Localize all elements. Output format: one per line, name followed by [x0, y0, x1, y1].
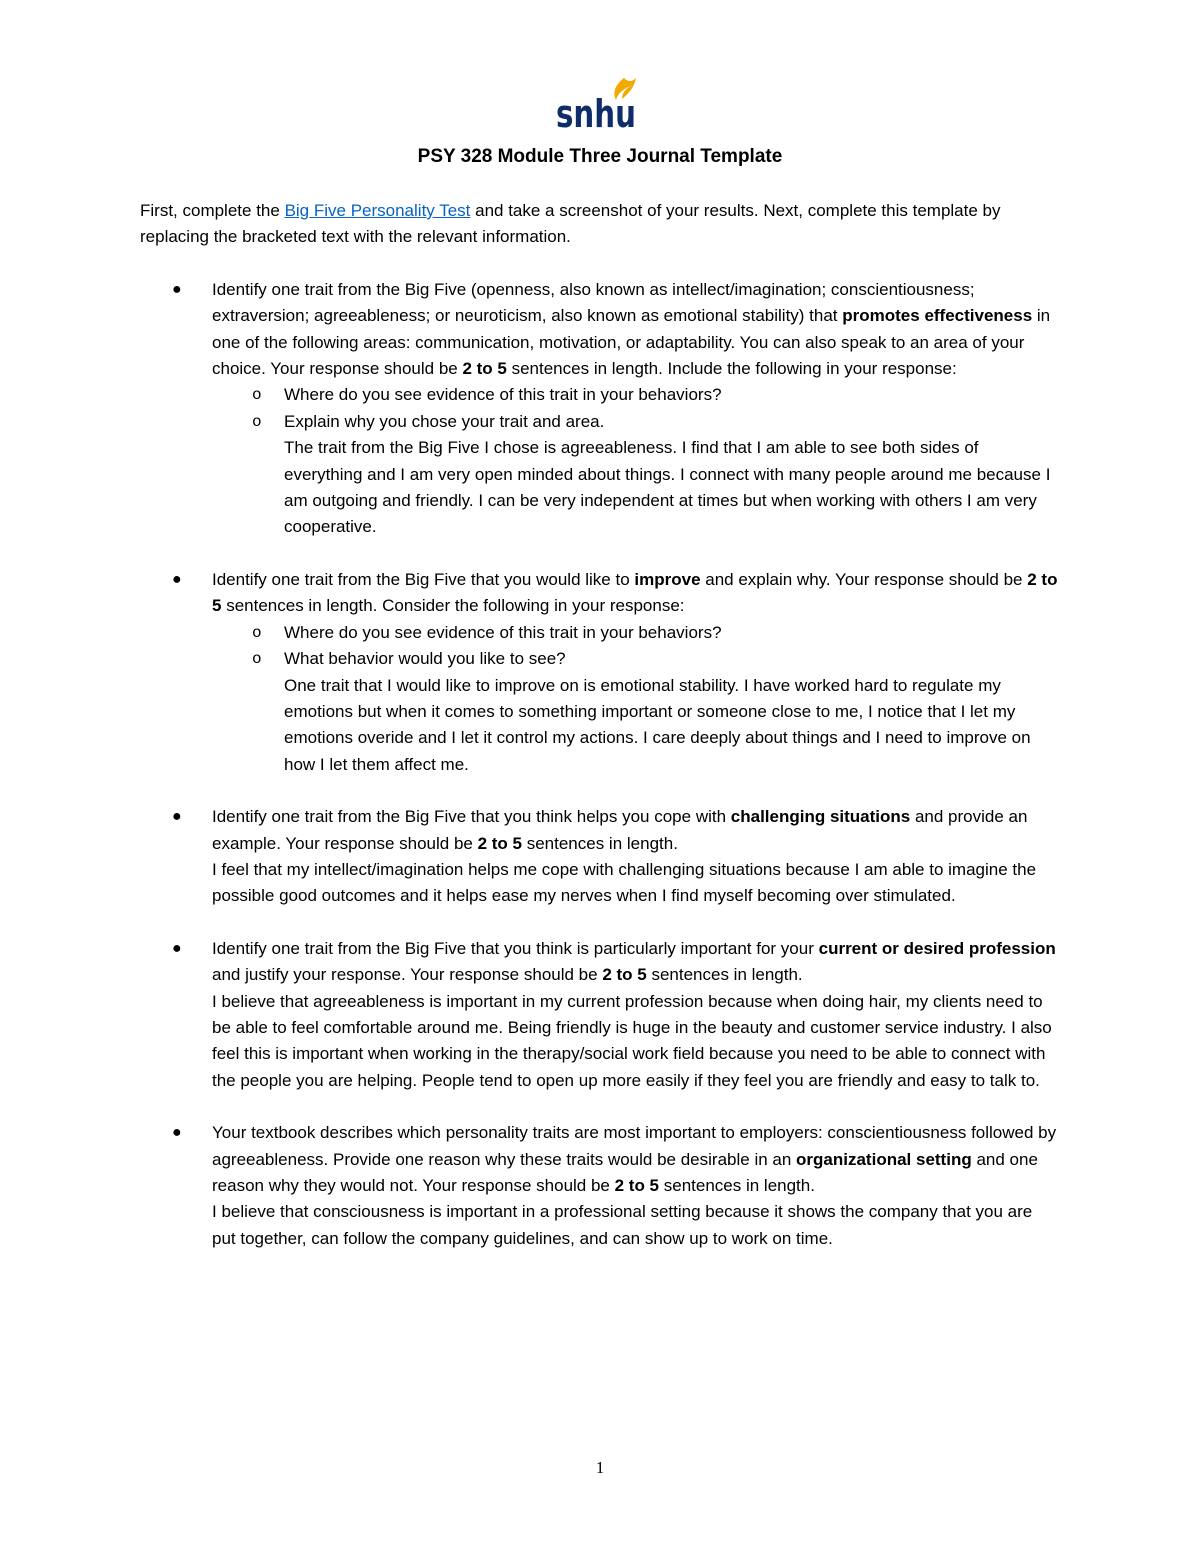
page-number: 1 [595, 1458, 605, 1477]
bullet-icon: ● [172, 570, 182, 588]
circle-bullet-icon: o [252, 623, 262, 642]
bullet-icon: ● [172, 939, 182, 957]
sub-question: o Where do you see evidence of this trait in your behaviors? [212, 620, 1060, 646]
bullet-icon: ● [172, 808, 182, 826]
question-prompt: Identify one trait from the Big Five that you think is particularly important for your current or desired profession and justify your response. Your response should be 2 to 5 sentences in length. [212, 938, 1056, 985]
question-item-3 [140, 804, 1060, 910]
logo-wordmark: snhu [556, 92, 636, 136]
snhu-logo [556, 74, 640, 136]
answer-text: I believe that agreeableness is important in my current profession because when doing hair, my clients need to be able to feel comfortable around me. Being friendly is huge in the beauty and customer service industry. I also feel this is important when working in the therapy/social work field because you need to be able to connect with the people you are helping. People tend to open up more easily if they feel you are friendly and easy to talk to. [212, 991, 1052, 1090]
question-item-4 [140, 936, 1060, 1094]
sub-question: o Explain why you chose your trait and area. The trait from the Big Five I chose is agreeableness. I find that I am able to see both sides of everything and I am very open minded about things. I connect with many people around me because I am outgoing and friendly. I can be very independent at times but when working with others I am very cooperative. [212, 409, 1060, 541]
page-title: PSY 328 Module Three Journal Template [417, 146, 783, 167]
question-prompt: Your textbook describes which personality traits are most important to employers: conscientiousness followed by agreeableness. Provide one reason why these traits would be desirable in an organizational setting and one reason why they would not. Your response should be 2 to 5 sentences in length. [212, 1123, 1057, 1195]
answer-text: One trait that I would like to improve on is emotional stability. I have worked hard to regulate my emotions but when it comes to something important or someone close to me, I notice that I let my emotions overide and I let it control my actions. I care deeply about things and I need to improve on how I let them affect me. [284, 675, 1031, 774]
circle-bullet-icon: o [252, 412, 262, 431]
question-item-2 [140, 567, 1060, 778]
question-prompt: Identify one trait from the Big Five that you would like to improve and explain why. Your response should be 2 to 5 sentences in length. Consider the following in your response: [212, 569, 1058, 616]
answer-text: The trait from the Big Five I chose is agreeableness. I find that I am able to see both sides of everything and I am very open minded about things. I connect with many people around me because I am outgoing and friendly. I can be very independent at times but when working with others I am very cooperative. [284, 438, 1051, 537]
big-five-test-link[interactable]: Big Five Personality Test [284, 201, 471, 220]
intro-paragraph: First, complete the Big Five Personality Test and take a screenshot of your results. Next, complete this template by replacing the bracketed text with the relevant information. [140, 201, 1001, 247]
circle-bullet-icon: o [252, 650, 262, 669]
question-prompt: Identify one trait from the Big Five that you think helps you cope with challenging situations and provide an example. Your response should be 2 to 5 sentences in length. [212, 807, 1028, 853]
circle-bullet-icon: o [252, 386, 262, 405]
answer-text: I feel that my intellect/imagination helps me cope with challenging situations because I am able to imagine the possible good outcomes and it helps ease my nerves when I find myself becoming over stimulated. [212, 859, 1037, 906]
bullet-icon: ● [172, 280, 182, 298]
document-body [140, 198, 1060, 1278]
question-item-1 [140, 277, 1060, 541]
sub-question: o What behavior would you like to see? One trait that I would like to improve on is emotional stability. I have worked hard to regulate my emotions but when it comes to something important or someone close to me, I notice that I let my emotions overide and I let it control my actions. I care deeply about things and I need to improve on how I let them affect me. [212, 646, 1060, 778]
answer-text: I believe that consciousness is important in a professional setting because it shows the company that you are put together, can follow the company guidelines, and can show up to work on time. [212, 1202, 1033, 1248]
question-prompt: Identify one trait from the Big Five (openness, also known as intellect/imagination; conscientiousness; extraversion; agreeableness; or neuroticism, also known as emotional stability) that promotes effectiveness in one of the following areas: communication, motivation, or adaptability. You can also speak to an area of your choice. Your response should be 2 to 5 sentences in length. Include the following in your response: [212, 279, 1051, 379]
bullet-icon: ● [172, 1124, 182, 1142]
question-item-5 [140, 1120, 1060, 1252]
sub-question: o Where do you see evidence of this trait in your behaviors? [212, 382, 1060, 408]
